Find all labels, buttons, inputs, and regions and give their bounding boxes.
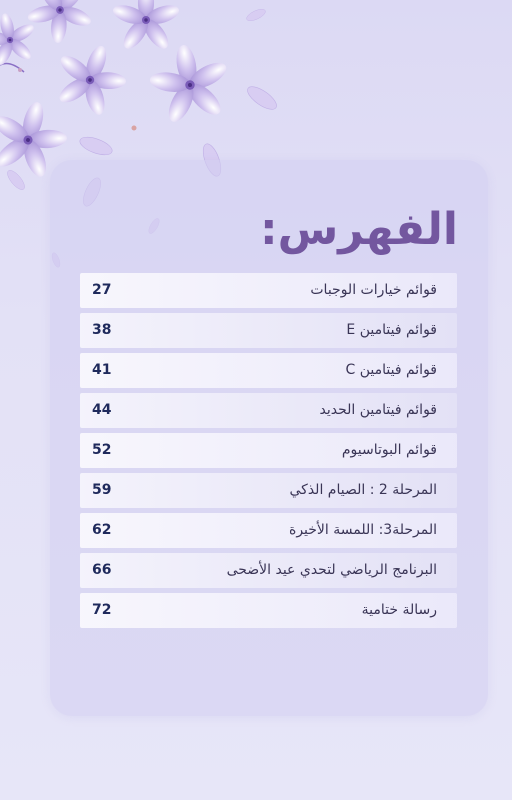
toc-item-label: البرنامج الرياضي لتحدي عيد الأضحى xyxy=(226,562,437,578)
toc-item[interactable] xyxy=(80,593,457,628)
toc-item-label: رسالة ختامية xyxy=(361,602,437,618)
toc-item[interactable] xyxy=(80,553,457,588)
toc-item[interactable] xyxy=(80,353,457,388)
toc-item[interactable] xyxy=(80,433,457,468)
toc-page-number: 38 xyxy=(92,322,112,338)
toc-page-number: 59 xyxy=(92,482,112,498)
toc-item-label: قوائم فيتامين E xyxy=(346,322,437,338)
toc-item[interactable] xyxy=(80,473,457,508)
toc-item[interactable] xyxy=(80,513,457,548)
toc-page-number: 62 xyxy=(92,522,112,538)
toc-list xyxy=(80,273,457,633)
page-title: الفهرس: xyxy=(260,204,458,255)
toc-item-label: المرحلة3: اللمسة الأخيرة xyxy=(288,522,437,538)
toc-item-label: قوائم البوتاسيوم xyxy=(341,442,437,458)
toc-item[interactable] xyxy=(80,273,457,308)
toc-page-number: 72 xyxy=(92,602,112,618)
toc-item-label: قوائم فيتامين الحديد xyxy=(319,402,437,418)
toc-page-number: 66 xyxy=(92,562,112,578)
toc-item-label: المرحلة 2 : الصيام الذكي xyxy=(289,482,437,498)
toc-page-number: 44 xyxy=(92,402,112,418)
toc-item-label: قوائم خيارات الوجبات xyxy=(310,282,437,298)
toc-page-number: 52 xyxy=(92,442,112,458)
toc-item[interactable] xyxy=(80,313,457,348)
toc-page-number: 41 xyxy=(92,362,112,378)
toc-item-label: قوائم فيتامين C xyxy=(345,362,437,378)
toc-page-number: 27 xyxy=(92,282,112,298)
toc-item[interactable] xyxy=(80,393,457,428)
